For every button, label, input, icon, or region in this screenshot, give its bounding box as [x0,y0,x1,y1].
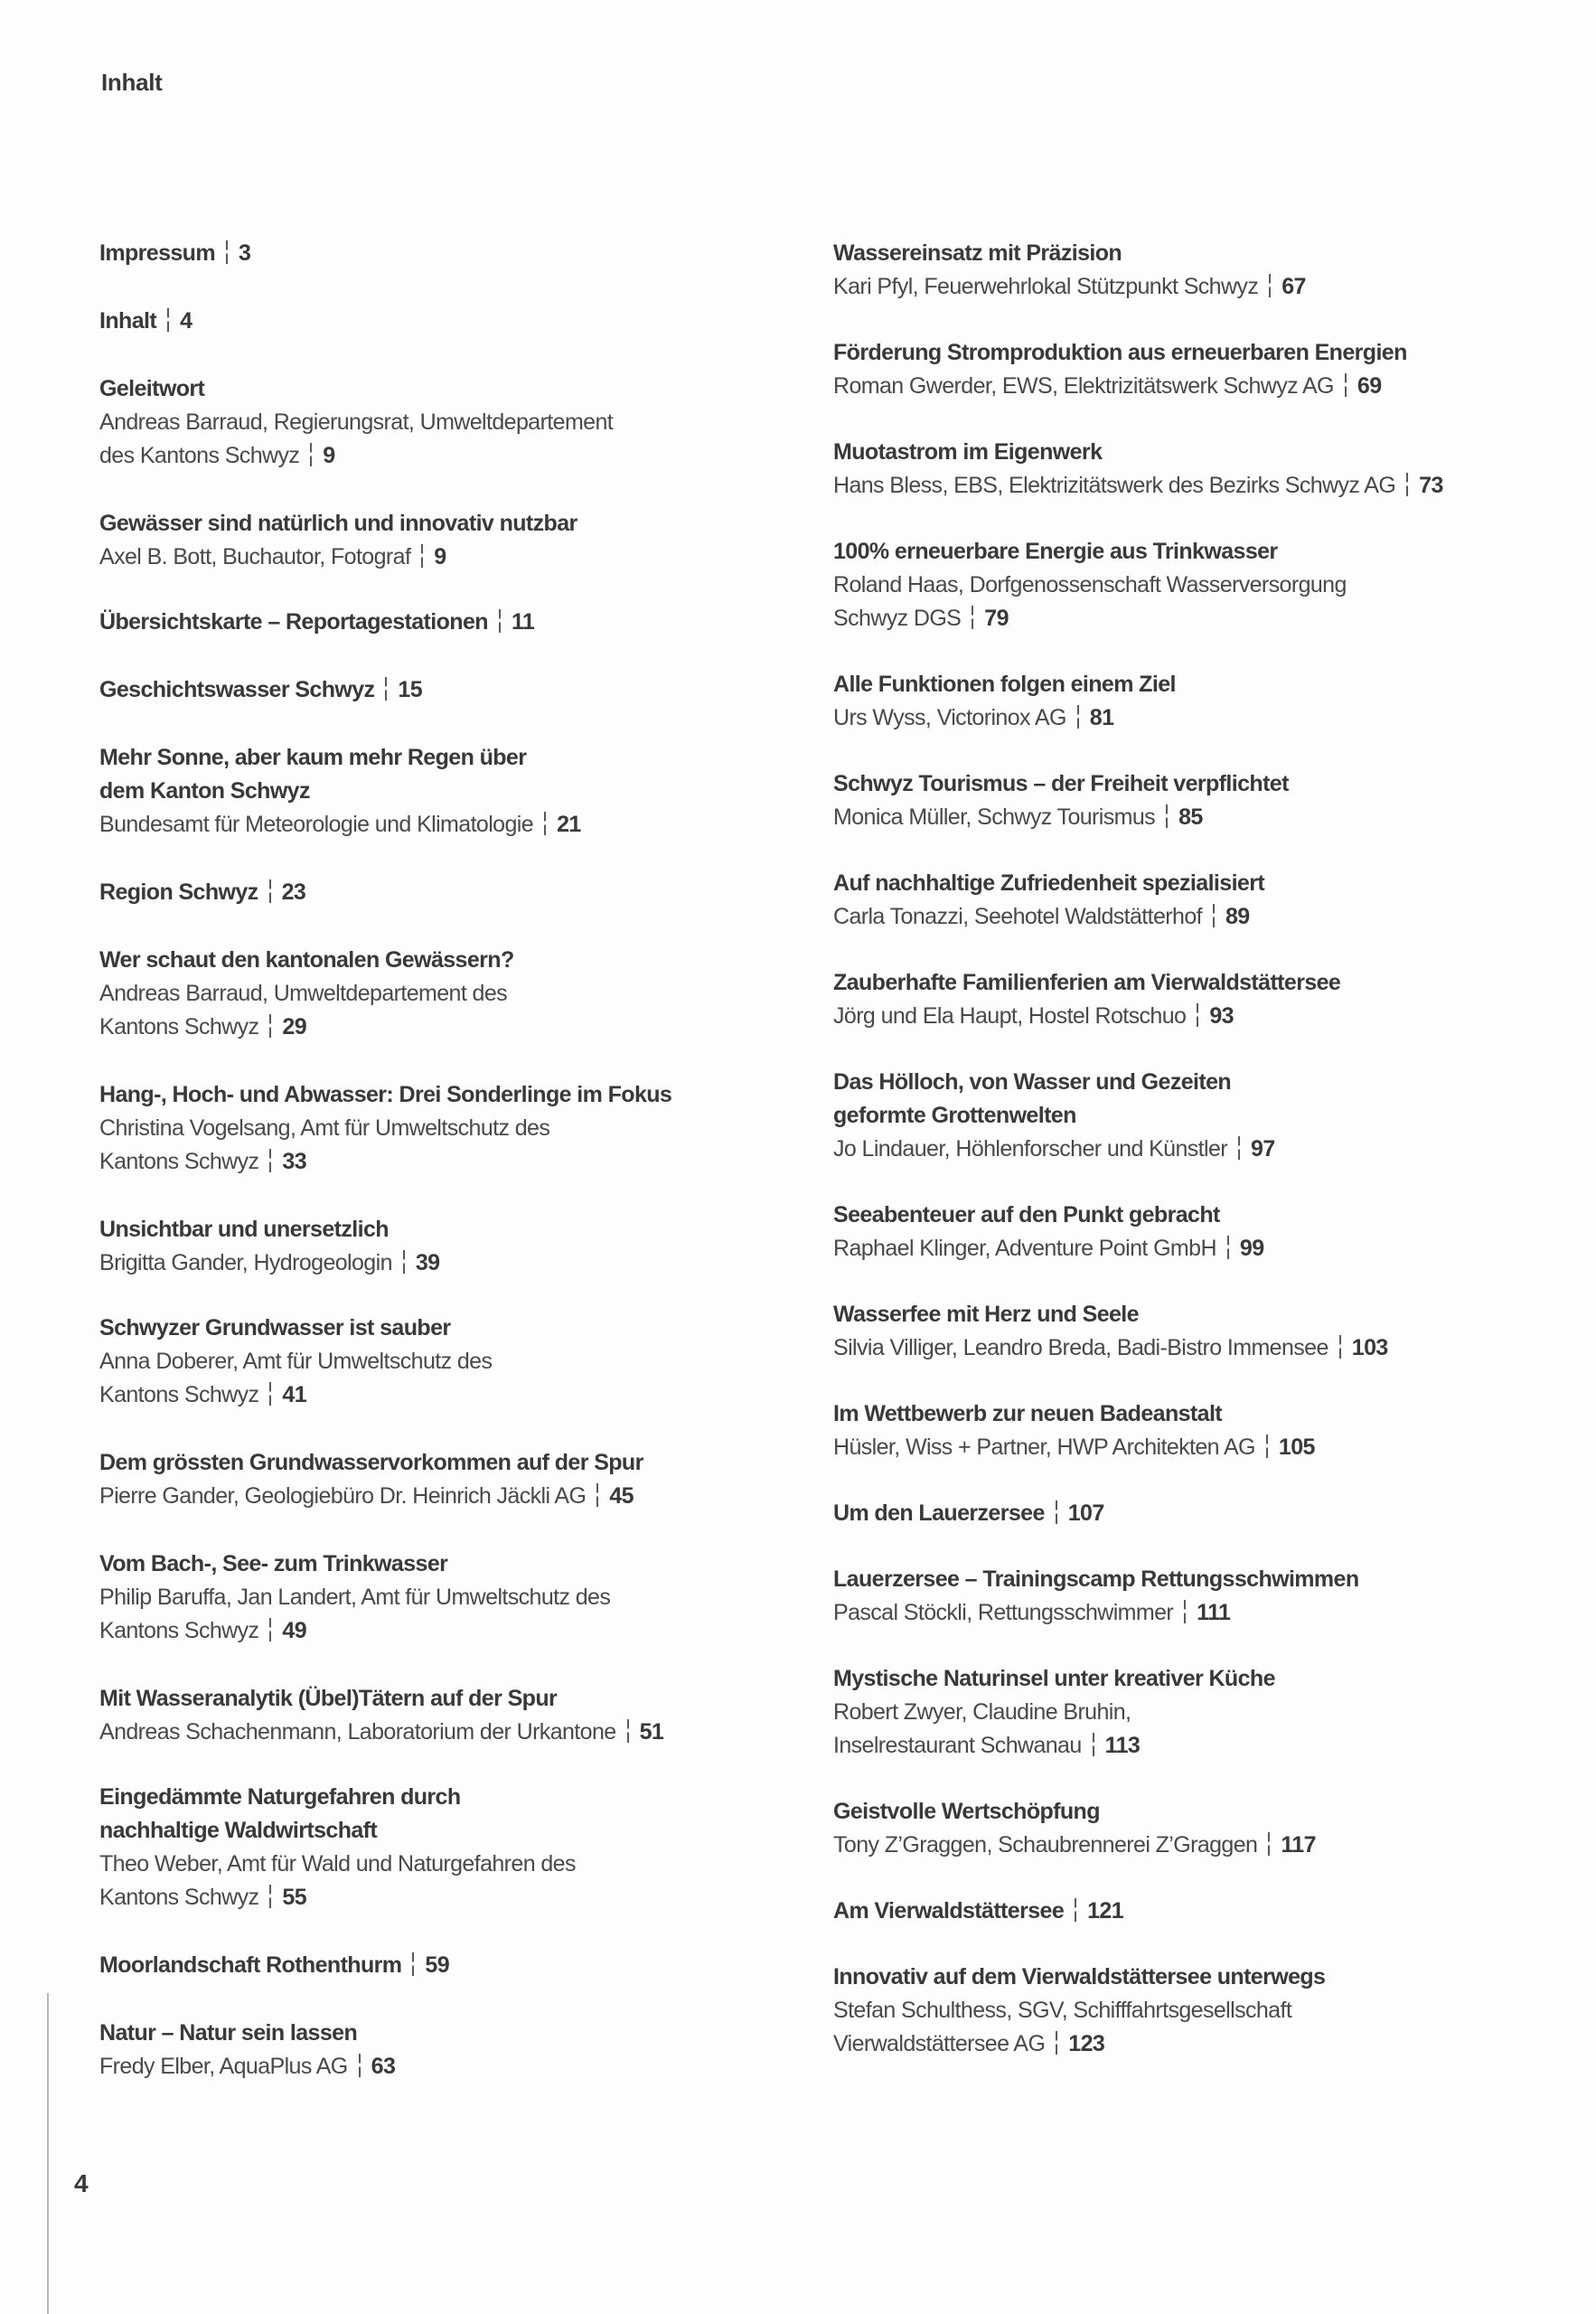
toc-entry-page-number[interactable]: 49 [282,1618,307,1643]
toc-entry-author: Fredy Elber, AquaPlus AG [99,2054,348,2079]
broken-bar-separator-icon [1406,473,1408,496]
toc-entry-author: Andreas Barraud, Regierungsrat, Umweltdepartement [99,409,614,435]
broken-bar-separator-icon [1227,1236,1229,1259]
toc-entry-author: Hans Bless, EBS, Elektrizitätswerk des Bezirks Schwyz AG [833,473,1396,498]
toc-entry-page-number[interactable]: 69 [1357,373,1382,399]
broken-bar-separator-icon [412,1952,414,1976]
toc-entry-page-number[interactable]: 111 [1197,1600,1231,1625]
toc-entry-author: Brigitta Gander, Hydrogeologin [99,1250,392,1275]
toc-entry-page-number[interactable]: 121 [1087,1898,1124,1924]
toc-entry-title: Wassereinsatz mit Präzision [833,240,1122,266]
toc-entry-author: Pierre Gander, Geologiebüro Dr. Heinrich Jäckli AG [99,1483,587,1509]
toc-entry-page-number[interactable]: 67 [1281,274,1306,299]
toc-entry-author: Kantons Schwyz [99,1014,259,1039]
toc-entry[interactable] [833,668,1556,735]
toc-entry[interactable] [833,436,1556,503]
toc-entry[interactable] [833,1895,1556,1928]
page-title: Inhalt [101,69,163,96]
broken-bar-separator-icon [544,812,546,835]
toc-entry-title: dem Kanton Schwyz [99,778,310,804]
toc-entry-author: Andreas Schachenmann, Laboratorium der Urkantone [99,1719,616,1745]
toc-entry-title: Zauberhafte Familienferien am Vierwaldstättersee [833,970,1341,995]
toc-entry-author: Theo Weber, Amt für Wald und Naturgefahren des [99,1851,576,1877]
toc-entry-page-number[interactable]: 103 [1351,1335,1388,1360]
broken-bar-separator-icon [1197,1003,1198,1027]
toc-entry-title: Impressum [99,240,215,266]
toc-entry[interactable] [833,237,1556,304]
toc-entry-author: Kantons Schwyz [99,1149,259,1174]
toc-entry-author: Inselrestaurant Schwanau [833,1733,1082,1758]
toc-entry[interactable] [833,1563,1556,1630]
toc-entry-page-number[interactable]: 11 [511,609,535,635]
toc-entry-author: Philip Baruffa, Jan Landert, Amt für Umweltschutz des [99,1585,611,1610]
toc-entry-page-number[interactable]: 21 [557,812,581,837]
toc-entry-author: des Kantons Schwyz [99,443,300,468]
toc-entry[interactable] [99,1446,822,1513]
toc-entry-page-number[interactable]: 117 [1281,1832,1316,1858]
toc-entry-page-number[interactable]: 99 [1239,1236,1264,1261]
toc-entry-author: Schwyz DGS [833,606,962,631]
broken-bar-separator-icon [269,1149,271,1172]
broken-bar-separator-icon [1339,1335,1341,1359]
toc-entry-page-number[interactable]: 73 [1419,473,1443,498]
toc-entry-title: Übersichtskarte – Reportagestationen [99,609,488,635]
toc-entry[interactable] [833,1662,1556,1763]
toc-entry-author: Andreas Barraud, Umweltdepartement des [99,981,508,1006]
toc-entry[interactable] [99,944,822,1044]
toc-entry-title: Schwyz Tourismus – der Freiheit verpflichtet [833,771,1289,796]
toc-entry-title: Natur – Natur sein lassen [99,2020,358,2046]
toc-entry-author: Roman Gwerder, EWS, Elektrizitätswerk Schwyz AG [833,373,1334,399]
broken-bar-separator-icon [1268,1832,1270,1856]
toc-entry[interactable] [99,1312,822,1412]
toc-entry[interactable] [833,1497,1556,1530]
toc-entry-title: 100% erneuerbare Energie aus Trinkwasser [833,539,1278,564]
toc-entry-page-number[interactable]: 79 [984,606,1009,631]
toc-entry-page-number[interactable]: 59 [425,1952,449,1978]
broken-bar-separator-icon [1269,274,1271,297]
broken-bar-separator-icon [1166,804,1168,828]
toc-entry-page-number[interactable]: 63 [371,2054,396,2079]
broken-bar-separator-icon [1213,904,1215,927]
toc-entry-title: Region Schwyz [99,880,258,905]
toc-entry-title: Alle Funktionen folgen einem Ziel [833,672,1176,697]
broken-bar-separator-icon [269,1885,271,1908]
toc-entry[interactable] [99,741,822,842]
toc-entry-author: Jo Lindauer, Höhlenforscher und Künstler [833,1136,1228,1162]
toc-entry-author: Hüsler, Wiss + Partner, HWP Architekten AG [833,1434,1255,1460]
broken-bar-separator-icon [385,677,387,701]
toc-entry[interactable] [833,1298,1556,1365]
toc-entry[interactable] [833,966,1556,1033]
toc-entry-author: Jörg und Ela Haupt, Hostel Rotschuo [833,1003,1187,1029]
toc-entry[interactable] [833,535,1556,635]
toc-entry-page-number[interactable]: 123 [1068,2031,1105,2056]
toc-entry-title: Seeabenteuer auf den Punkt gebracht [833,1202,1220,1228]
toc-entry[interactable] [99,1547,822,1648]
broken-bar-separator-icon [1056,1500,1057,1524]
toc-entry-page-number[interactable]: 23 [281,880,306,905]
broken-bar-separator-icon [310,443,312,466]
toc-entry-author: Roland Haas, Dorfgenossenschaft Wasserversorgung [833,572,1347,597]
toc-entry[interactable] [833,1066,1556,1166]
toc-entry-page-number[interactable]: 9 [323,443,335,468]
toc-entry-title: Das Hölloch, von Wasser und Gezeiten [833,1069,1232,1095]
broken-bar-separator-icon [499,609,501,633]
toc-entry-page-number[interactable]: 9 [434,544,446,569]
toc-column-left [99,237,822,2116]
page-number: 4 [74,2169,89,2197]
toc-entry-title: Im Wettbewerb zur neuen Badeanstalt [833,1401,1223,1426]
toc-entry-title: Geleitwort [99,376,205,401]
toc-entry-author: Silvia Villiger, Leandro Breda, Badi-Bistro Immensee [833,1335,1328,1360]
broken-bar-separator-icon [1266,1434,1268,1458]
toc-entry-page-number[interactable]: 29 [282,1014,307,1039]
toc-entry[interactable] [833,767,1556,834]
toc-entry-page-number[interactable]: 51 [639,1719,664,1745]
toc-entry-title: Inhalt [99,308,157,334]
toc-entry-author: Bundesamt für Meteorologie und Klimatologie [99,812,534,837]
toc-entry-title: Geistvolle Wertschöpfung [833,1799,1100,1824]
toc-entry-title: Dem grössten Grundwasservorkommen auf der Spur [99,1450,643,1475]
toc-entry-title: Wer schaut den kantonalen Gewässern? [99,947,514,973]
toc-entry-author: Urs Wyss, Victorinox AG [833,705,1066,730]
toc-entry-title: Moorlandschaft Rothenthurm [99,1952,402,1978]
toc-entry[interactable] [99,1682,822,1749]
broken-bar-separator-icon [167,308,169,332]
toc-entry[interactable] [833,1961,1556,2061]
toc-entry-page-number[interactable]: 105 [1278,1434,1315,1460]
toc-entry[interactable] [99,1078,822,1179]
toc-column-right [833,237,1556,2093]
toc-entry-page-number[interactable]: 93 [1209,1003,1234,1029]
toc-entry-author: Monica Müller, Schwyz Tourismus [833,804,1156,830]
toc-entry[interactable] [99,1781,822,1914]
toc-entry-author: Kantons Schwyz [99,1382,259,1407]
toc-entry[interactable] [99,606,822,639]
toc-entry-author: Robert Zwyer, Claudine Bruhin, [833,1699,1131,1725]
toc-entry-title: Unsichtbar und unersetzlich [99,1217,389,1242]
toc-entry[interactable] [833,1199,1556,1265]
toc-entry-author: Kantons Schwyz [99,1885,259,1910]
toc-entry-author: Anna Doberer, Amt für Umweltschutz des [99,1349,493,1374]
toc-entry-title: Wasserfee mit Herz und Seele [833,1302,1139,1327]
broken-bar-separator-icon [269,1382,271,1406]
toc-entry[interactable] [99,876,822,909]
toc-entry-title: Förderung Stromproduktion aus erneuerbaren Energien [833,340,1407,365]
toc-entry-title: Auf nachhaltige Zufriedenheit spezialisiert [833,870,1265,896]
broken-bar-separator-icon [403,1250,405,1274]
toc-entry-title: geformte Grottenwelten [833,1103,1076,1128]
toc-entry-page-number[interactable]: 39 [415,1250,440,1275]
toc-entry-author: Axel B. Bott, Buchautor, Fotograf [99,544,411,569]
toc-entry-page-number[interactable]: 41 [282,1382,307,1407]
toc-entry-author: Kari Pfyl, Feuerwehrlokal Stützpunkt Schwyz [833,274,1259,299]
toc-entry-title: Geschichtswasser Schwyz [99,677,375,702]
broken-bar-separator-icon [269,880,271,903]
toc-entry-title: Hang-, Hoch- und Abwasser: Drei Sonderlinge im Fokus [99,1082,672,1107]
toc-entry-page-number[interactable]: 55 [282,1885,307,1910]
toc-entry[interactable] [99,507,822,574]
toc-entry[interactable] [99,1949,822,1982]
toc-entry-title: Eingedämmte Naturgefahren durch [99,1784,461,1810]
toc-entry-title: Muotastrom im Eigenwerk [833,439,1103,465]
toc-entry-title: Mit Wasseranalytik (Übel)Tätern auf der Spur [99,1686,558,1711]
toc-entry-author: Kantons Schwyz [99,1618,259,1643]
broken-bar-separator-icon [1345,373,1347,397]
toc-entry[interactable] [99,305,822,338]
toc-entry-title: Innovativ auf dem Vierwaldstättersee unterwegs [833,1964,1326,1989]
toc-entry-page-number[interactable]: 97 [1251,1136,1275,1162]
toc-entry-title: Vom Bach-, See- zum Trinkwasser [99,1551,448,1576]
toc-entry-author: Pascal Stöckli, Rettungsschwimmer [833,1600,1174,1625]
broken-bar-separator-icon [359,2054,361,2077]
toc-entry-title: Lauerzersee – Trainingscamp Rettungsschwimmen [833,1566,1359,1592]
toc-entry-page-number[interactable]: 15 [398,677,423,702]
broken-bar-separator-icon [596,1483,598,1507]
toc-entry-title: nachhaltige Waldwirtschaft [99,1818,378,1843]
toc-entry-author: Christina Vogelsang, Amt für Umweltschutz des [99,1115,550,1141]
toc-entry[interactable] [833,336,1556,403]
toc-entry[interactable] [99,237,822,270]
broken-bar-separator-icon [269,1618,271,1641]
broken-bar-separator-icon [1184,1600,1186,1623]
toc-entry-page-number[interactable]: 107 [1067,1500,1104,1526]
broken-bar-separator-icon [1077,705,1079,729]
toc-entry-title: Mehr Sonne, aber kaum mehr Regen über [99,745,527,770]
toc-entry[interactable] [833,1397,1556,1464]
broken-bar-separator-icon [269,1014,271,1038]
toc-entry[interactable] [99,372,822,473]
toc-entry-page-number[interactable]: 45 [609,1483,634,1509]
toc-entry-page-number[interactable]: 4 [180,308,192,334]
toc-entry-page-number[interactable]: 3 [239,240,251,266]
toc-entry-author: Tony Z’Graggen, Schaubrennerei Z’Graggen [833,1832,1258,1858]
toc-entry-page-number[interactable]: 33 [282,1149,307,1174]
broken-bar-separator-icon [627,1719,629,1743]
broken-bar-separator-icon [1056,2031,1057,2055]
margin-rule [47,1993,49,2314]
toc-entry[interactable] [99,673,822,707]
toc-entry-title: Mystische Naturinsel unter kreativer Küche [833,1666,1275,1691]
toc-entry[interactable] [99,1213,822,1280]
toc-entry[interactable] [99,2017,822,2084]
toc-entry-page-number[interactable]: 81 [1089,705,1114,730]
broken-bar-separator-icon [226,240,228,264]
broken-bar-separator-icon [972,606,973,629]
toc-entry[interactable] [833,1795,1556,1862]
toc-entry-author: Carla Tonazzi, Seehotel Waldstätterhof [833,904,1202,929]
broken-bar-separator-icon [1093,1733,1094,1756]
toc-entry-page-number[interactable]: 89 [1225,904,1250,929]
toc-entry-title: Gewässer sind natürlich und innovativ nutzbar [99,511,577,536]
toc-entry-title: Um den Lauerzersee [833,1500,1045,1526]
toc-entry-author: Stefan Schulthess, SGV, Schifffahrtsgesellschaft [833,1998,1292,2023]
broken-bar-separator-icon [421,544,423,568]
toc-entry-title: Am Vierwaldstättersee [833,1898,1065,1924]
toc-entry-page-number[interactable]: 113 [1104,1733,1141,1758]
broken-bar-separator-icon [1075,1898,1076,1922]
toc-entry-title: Schwyzer Grundwasser ist sauber [99,1315,451,1340]
broken-bar-separator-icon [1238,1136,1240,1160]
toc-entry-author: Vierwaldstättersee AG [833,2031,1046,2056]
toc-entry-author: Raphael Klinger, Adventure Point GmbH [833,1236,1216,1261]
toc-entry-page-number[interactable]: 85 [1178,804,1203,830]
toc-entry[interactable] [833,867,1556,934]
